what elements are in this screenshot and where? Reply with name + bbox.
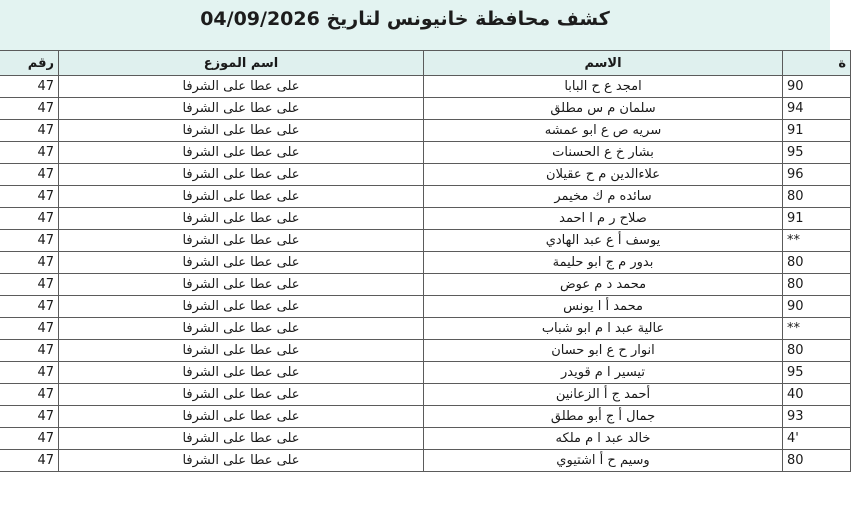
table-row bbox=[0, 318, 851, 340]
table-header-row bbox=[0, 51, 851, 76]
table-row bbox=[0, 230, 851, 252]
distributor-cell: على عطا على الشرفا bbox=[59, 186, 424, 208]
table-row bbox=[0, 120, 851, 142]
coupon-cell: 47 bbox=[0, 208, 59, 230]
name-cell: أحمد ج أ الزعانين bbox=[424, 384, 783, 406]
distributor-cell: على عطا على الشرفا bbox=[59, 230, 424, 252]
distributor-cell: على عطا على الشرفا bbox=[59, 428, 424, 450]
number-cell: ** bbox=[783, 318, 851, 340]
name-cell: وسيم ح أ اشتيوي bbox=[424, 450, 783, 472]
table-row bbox=[0, 252, 851, 274]
name-cell: خالد عبد ا م ملكه bbox=[424, 428, 783, 450]
table-row bbox=[0, 406, 851, 428]
coupon-cell: 47 bbox=[0, 186, 59, 208]
table-row bbox=[0, 362, 851, 384]
number-cell: 94 bbox=[783, 98, 851, 120]
coupon-cell: 47 bbox=[0, 142, 59, 164]
table-row bbox=[0, 208, 851, 230]
name-cell: بدور م ج ابو حليمة bbox=[424, 252, 783, 274]
header-name: الاسم bbox=[424, 51, 783, 76]
number-cell: 40 bbox=[783, 384, 851, 406]
table-row bbox=[0, 98, 851, 120]
table-row bbox=[0, 76, 851, 98]
header-number: ة bbox=[783, 51, 851, 76]
beneficiaries-table bbox=[0, 50, 851, 472]
name-cell: عالية عبد ا م ابو شباب bbox=[424, 318, 783, 340]
coupon-cell: 47 bbox=[0, 76, 59, 98]
number-cell: 90 bbox=[783, 296, 851, 318]
distributor-cell: على عطا على الشرفا bbox=[59, 120, 424, 142]
number-cell: 96 bbox=[783, 164, 851, 186]
name-cell: محمد د م عوض bbox=[424, 274, 783, 296]
coupon-cell: 47 bbox=[0, 362, 59, 384]
number-cell: 80 bbox=[783, 340, 851, 362]
table-row bbox=[0, 450, 851, 472]
name-cell: علاءالدين م ح عقيلان bbox=[424, 164, 783, 186]
number-cell: ** bbox=[783, 230, 851, 252]
number-cell: 80 bbox=[783, 252, 851, 274]
name-cell: بشار خ ع الحسنات bbox=[424, 142, 783, 164]
coupon-cell: 47 bbox=[0, 164, 59, 186]
name-cell: سلمان م س مطلق bbox=[424, 98, 783, 120]
coupon-cell: 47 bbox=[0, 340, 59, 362]
number-cell: 80 bbox=[783, 450, 851, 472]
name-cell: امجد ع ح البابا bbox=[424, 76, 783, 98]
number-cell: 80 bbox=[783, 274, 851, 296]
distributor-cell: على عطا على الشرفا bbox=[59, 340, 424, 362]
table-row bbox=[0, 164, 851, 186]
distributor-cell: على عطا على الشرفا bbox=[59, 274, 424, 296]
number-cell: 4' bbox=[783, 428, 851, 450]
distributor-cell: على عطا على الشرفا bbox=[59, 76, 424, 98]
name-cell: جمال أ ج أبو مطلق bbox=[424, 406, 783, 428]
table-row bbox=[0, 296, 851, 318]
number-cell: 95 bbox=[783, 142, 851, 164]
distributor-cell: على عطا على الشرفا bbox=[59, 164, 424, 186]
name-cell: محمد أ ا يونس bbox=[424, 296, 783, 318]
coupon-cell: 47 bbox=[0, 274, 59, 296]
number-cell: 91 bbox=[783, 120, 851, 142]
name-cell: انوار ح ع ابو حسان bbox=[424, 340, 783, 362]
header-distributor: اسم الموزع bbox=[59, 51, 424, 76]
page-title: كشف محافظة خانيونس لتاريخ 04/09/2026 bbox=[200, 8, 610, 30]
header-coupon: رقم bbox=[0, 51, 59, 76]
coupon-cell: 47 bbox=[0, 384, 59, 406]
distributor-cell: على عطا على الشرفا bbox=[59, 142, 424, 164]
distributor-cell: على عطا على الشرفا bbox=[59, 384, 424, 406]
coupon-cell: 47 bbox=[0, 318, 59, 340]
table-row bbox=[0, 384, 851, 406]
table-row bbox=[0, 274, 851, 296]
coupon-cell: 47 bbox=[0, 406, 59, 428]
number-cell: 91 bbox=[783, 208, 851, 230]
distributor-cell: على عطا على الشرفا bbox=[59, 208, 424, 230]
number-cell: 90 bbox=[783, 76, 851, 98]
table-row bbox=[0, 142, 851, 164]
number-cell: 95 bbox=[783, 362, 851, 384]
coupon-cell: 47 bbox=[0, 450, 59, 472]
name-cell: صلاح ر م ا احمد bbox=[424, 208, 783, 230]
table-row bbox=[0, 340, 851, 362]
name-cell: سائده م ك مخيمر bbox=[424, 186, 783, 208]
coupon-cell: 47 bbox=[0, 230, 59, 252]
coupon-cell: 47 bbox=[0, 98, 59, 120]
table-row bbox=[0, 428, 851, 450]
coupon-cell: 47 bbox=[0, 120, 59, 142]
name-cell: تيسير ا م قويدر bbox=[424, 362, 783, 384]
distributor-cell: على عطا على الشرفا bbox=[59, 98, 424, 120]
distributor-cell: على عطا على الشرفا bbox=[59, 318, 424, 340]
number-cell: 93 bbox=[783, 406, 851, 428]
distributor-cell: على عطا على الشرفا bbox=[59, 252, 424, 274]
coupon-cell: 47 bbox=[0, 252, 59, 274]
coupon-cell: 47 bbox=[0, 296, 59, 318]
distributor-cell: على عطا على الشرفا bbox=[59, 450, 424, 472]
distributor-cell: على عطا على الشرفا bbox=[59, 362, 424, 384]
coupon-cell: 47 bbox=[0, 428, 59, 450]
distributor-cell: على عطا على الشرفا bbox=[59, 406, 424, 428]
title-bar bbox=[0, 0, 830, 50]
table-body bbox=[0, 76, 851, 472]
table-row bbox=[0, 186, 851, 208]
name-cell: يوسف أ ع عبد الهادي bbox=[424, 230, 783, 252]
name-cell: سريه ص ع ابو عمشه bbox=[424, 120, 783, 142]
number-cell: 80 bbox=[783, 186, 851, 208]
distributor-cell: على عطا على الشرفا bbox=[59, 296, 424, 318]
